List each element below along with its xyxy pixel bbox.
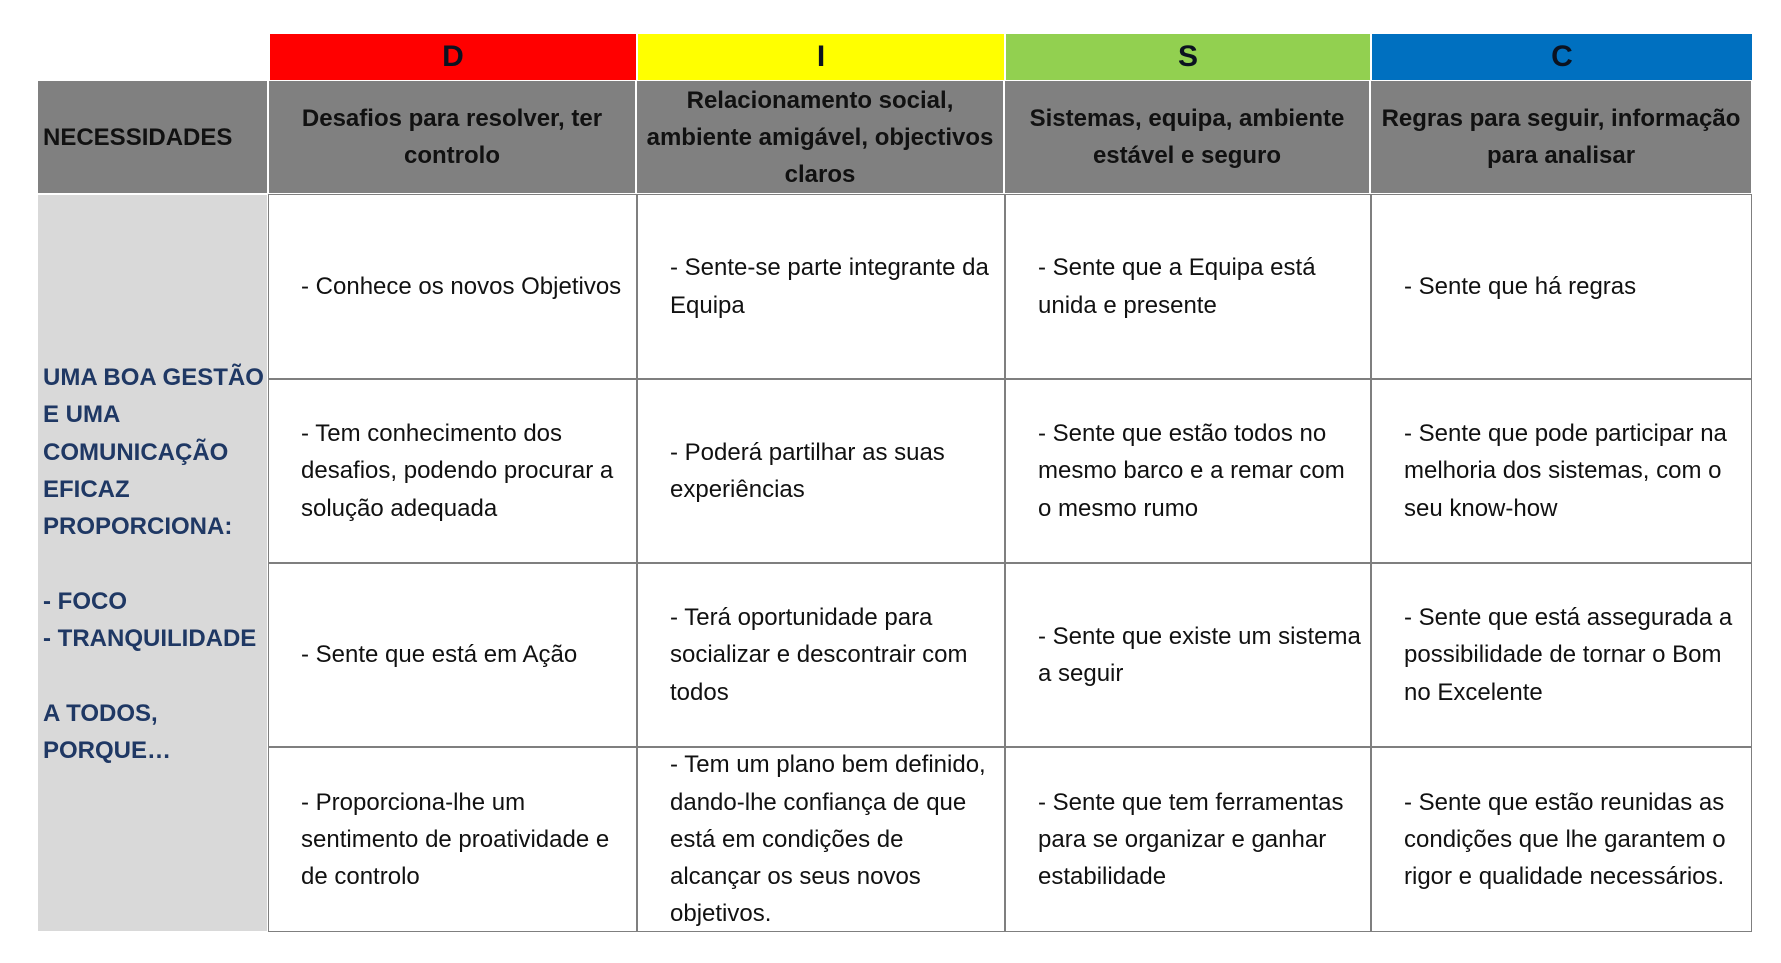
side-spacer xyxy=(43,545,263,582)
cell-d-row1: - Conhece os novos Objetivos xyxy=(301,272,622,300)
side-spacer xyxy=(43,657,263,694)
side-line: COMUNICAÇÃO xyxy=(43,438,229,466)
cell-d-row3: - Sente que está em Ação xyxy=(301,641,578,669)
needs-header-d: Desafios para resolver, ter controlo xyxy=(269,81,635,193)
cell-c-row3: - Sente que está assegurada a possibilidade de tornar o Bom no Excelente xyxy=(1404,604,1733,706)
cell-s-row3: - Sente que existe um sistema a seguir xyxy=(1038,622,1361,687)
cell-c-row1: - Sente que há regras xyxy=(1404,272,1637,300)
behavior-grid xyxy=(268,194,1752,932)
cell-i-row4: - Tem um plano bem definido, dando-lhe confiança de que está em condições de alcançar os seus novos objetivos. xyxy=(670,751,986,928)
side-line: - TRANQUILIDADE xyxy=(43,625,257,653)
cell-d-row2: - Tem conhecimento dos desafios, podendo procurar a solução adequada xyxy=(301,420,614,522)
necessidades-header: NECESSIDADES xyxy=(38,81,267,193)
cell-i-row2: - Poderá partilhar as suas experiências xyxy=(670,438,945,503)
side-line: PORQUE… xyxy=(43,736,172,764)
cell-i-row3: - Terá oportunidade para socializar e descontrair com todos xyxy=(670,604,968,706)
side-line: - FOCO xyxy=(43,587,127,615)
side-line: PROPORCIONA: xyxy=(43,513,233,541)
side-line: UMA BOA GESTÃO xyxy=(43,364,264,391)
disc-header-i: I xyxy=(636,34,1004,80)
cell-s-row2: - Sente que estão todos no mesmo barco e a remar com o mesmo rumo xyxy=(1038,420,1345,522)
disc-header-c: C xyxy=(1370,34,1752,80)
needs-header-s: Sistemas, equipa, ambiente estável e seguro xyxy=(1005,81,1369,193)
disc-header-s: S xyxy=(1004,34,1370,80)
cell-i-row1: - Sente-se parte integrante da Equipa xyxy=(670,254,989,319)
disc-header-d: D xyxy=(268,34,636,80)
needs-header-i: Relacionamento social, ambiente amigável, objectivos claros xyxy=(637,81,1003,193)
cell-s-row4: - Sente que tem ferramentas para se organizar e ganhar estabilidade xyxy=(1038,788,1344,891)
cell-c-row4: - Sente que estão reunidas as condições que lhe garantem o rigor e qualidade necessários. xyxy=(1404,788,1726,891)
side-line: E UMA xyxy=(43,401,121,429)
cell-c-row2: - Sente que pode participar na melhoria dos sistemas, com o seu know-how xyxy=(1404,420,1727,522)
side-line: EFICAZ xyxy=(43,475,130,503)
cell-s-row1: - Sente que a Equipa está unida e presente xyxy=(1038,254,1316,319)
side-summary xyxy=(38,195,267,931)
needs-header-c: Regras para seguir, informação para analisar xyxy=(1371,81,1751,193)
cell-d-row4: - Proporciona-lhe um sentimento de proatividade e de controlo xyxy=(301,788,610,891)
side-line: A TODOS, xyxy=(43,699,158,727)
